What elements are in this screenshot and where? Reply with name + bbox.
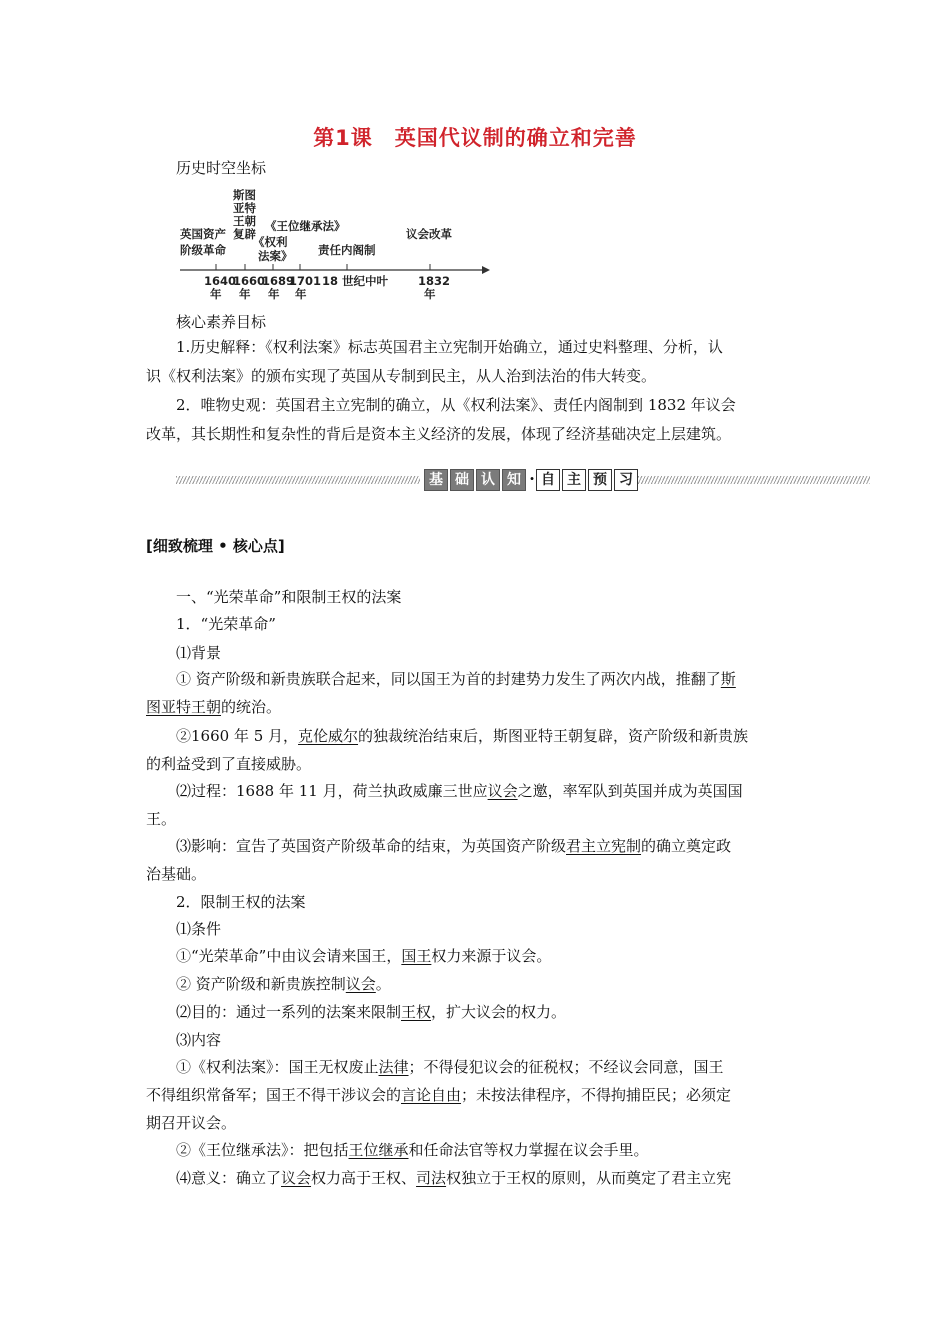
- tick-unit-1832: 年: [424, 287, 436, 301]
- section-banner: [424, 469, 640, 491]
- answer-underline: 君主立宪制: [566, 837, 642, 855]
- content-1-line2: 不得组织常备军；国王不得干涉议会的言论自由；未按法律程序，不得拘捕臣民；必须定: [146, 1086, 732, 1104]
- para-3-line1: ⑵过程：1688 年 11 月，荷兰执政威廉三世应议会之邀，率军队到英国并成为英国国: [176, 782, 743, 800]
- event-succession: 《王位继承法》: [265, 219, 346, 233]
- heading-1: 一、“光荣革命”和限制王权的法案: [176, 588, 402, 606]
- banner-char: 础: [450, 469, 474, 491]
- answer-underline: 斯: [720, 670, 736, 688]
- tick-unit-1701: 年: [295, 287, 307, 301]
- event-reform: 议会改革: [406, 227, 452, 241]
- event-restoration-line2: 亚特: [233, 201, 256, 215]
- banner-dot: ·: [529, 469, 535, 488]
- para-1-line1: ① 资产阶级和新贵族联合起来，同以国王为首的封建势力发生了两次内战，推翻了斯: [176, 670, 736, 688]
- answer-underline: 王权: [401, 1003, 432, 1021]
- banner-hatch-right: [638, 476, 870, 484]
- answer-underline: 国王: [401, 947, 432, 965]
- banner-hatch-left: [176, 476, 420, 484]
- content-1-line1: ①《权利法案》：国王无权废止法律；不得侵犯议会的征税权；不经议会同意，国王: [176, 1058, 724, 1076]
- sub-heading: [细致梳理 • 核心点]: [146, 537, 285, 555]
- goal-1: [176, 333, 816, 362]
- goal-2-line2: 改革，其长期性和复杂性的背后是资本主义经济的发展，体现了经济基础决定上层建筑。: [146, 425, 732, 443]
- section-time-heading: 历史时空坐标: [176, 159, 267, 177]
- banner-char: 知: [502, 469, 526, 491]
- event-revolution-line1: 英国资产: [180, 227, 226, 241]
- content-2: ②《王位继承法》：把包括王位继承和任命法官等权力掌握在议会手里。: [176, 1141, 649, 1159]
- background-label: ⑴背景: [176, 644, 222, 662]
- content-1-line3: 期召开议会。: [146, 1114, 237, 1132]
- significance-line1: ⑷意义：确立了议会权力高于王权、司法权独立于王权的原则，从而奠定了君主立宪: [176, 1169, 732, 1187]
- tick-label-18c: 18 世纪中叶: [322, 274, 389, 288]
- para-4-line2: 治基础。: [146, 865, 207, 883]
- para-2-line2: 的利益受到了直接威胁。: [146, 755, 312, 773]
- page-title: 第1课 英国代议制的确立和完善: [313, 126, 637, 150]
- section-core-heading: 核心素养目标: [176, 313, 267, 331]
- heading-1-2: 2．限制王权的法案: [176, 893, 306, 911]
- answer-underline: 司法: [416, 1169, 447, 1187]
- banner-char: 认: [476, 469, 500, 491]
- banner-char: 习: [614, 469, 638, 491]
- event-revolution-line2: 阶级革命: [180, 243, 226, 257]
- tick-label-1689: 1689: [262, 274, 295, 288]
- content-label: ⑶内容: [176, 1031, 222, 1049]
- history-timeline: [170, 186, 500, 301]
- aim: ⑵目的：通过一系列的法案来限制王权，扩大议会的权力。: [176, 1003, 567, 1021]
- answer-underline: 议会: [281, 1169, 312, 1187]
- event-restoration-line1: 斯图: [233, 188, 256, 202]
- answer-underline: 言论自由: [401, 1086, 462, 1104]
- para-4-line1: ⑶影响：宣告了英国资产阶级革命的结束，为英国资产阶级君主立宪制的确立奠定政: [176, 837, 732, 855]
- goal-2-line1: 2．唯物史观：英国君主立宪制的确立，从《权利法案》、责任内阁制到 1832 年议会: [176, 396, 736, 414]
- tick-label-1640: 1640: [204, 274, 237, 288]
- event-bill-line1: 《权利: [253, 235, 288, 249]
- answer-underline: 图亚特王朝: [146, 698, 222, 716]
- event-cabinet: 责任内阁制: [318, 243, 376, 257]
- answer-underline: 王位继承: [348, 1141, 409, 1159]
- para-1-line2: 图亚特王朝的统治。: [146, 698, 282, 716]
- answer-underline: 议会: [345, 975, 376, 993]
- event-restoration-line4: 复辟: [233, 227, 256, 241]
- tick-label-1701: 1701: [289, 274, 322, 288]
- answer-underline: 克伦威尔: [298, 727, 359, 745]
- goal-1-line2: 识《权利法案》的颁布实现了英国从专制到民主，从人治到法治的伟大转变。: [146, 367, 657, 385]
- condition-1: ①“光荣革命”中由议会请来国王，国王权力来源于议会。: [176, 947, 552, 965]
- banner-char: 主: [562, 469, 586, 491]
- heading-1-1: 1．“光荣革命”: [176, 615, 276, 633]
- timeline-arrow-icon: [482, 266, 490, 274]
- answer-underline: 法律: [378, 1058, 409, 1076]
- para-3-line2: 王。: [146, 810, 177, 828]
- condition-2: ② 资产阶级和新贵族控制议会。: [176, 975, 391, 993]
- para-2-line1: ②1660 年 5 月，克伦威尔的独裁统治结束后，斯图亚特王朝复辟，资产阶级和新贵族: [176, 727, 749, 745]
- banner-char: 基: [424, 469, 448, 491]
- goal-1-line1: 1.历史解释：《权利法案》标志英国君主立宪制开始确立，通过史料整理、分析，认: [176, 338, 723, 356]
- answer-underline: 议会: [487, 782, 518, 800]
- tick-unit-1660: 年: [239, 287, 251, 301]
- tick-label-1832: 1832: [418, 274, 451, 288]
- banner-char: 预: [588, 469, 612, 491]
- condition-label: ⑴条件: [176, 920, 222, 938]
- event-restoration-line3: 王朝: [233, 214, 256, 228]
- tick-unit-1689: 年: [268, 287, 280, 301]
- tick-label-1660: 1660: [233, 274, 266, 288]
- tick-unit-1640: 年: [210, 287, 222, 301]
- banner-char: 自: [536, 469, 560, 491]
- event-bill-line2: 法案》: [258, 249, 293, 263]
